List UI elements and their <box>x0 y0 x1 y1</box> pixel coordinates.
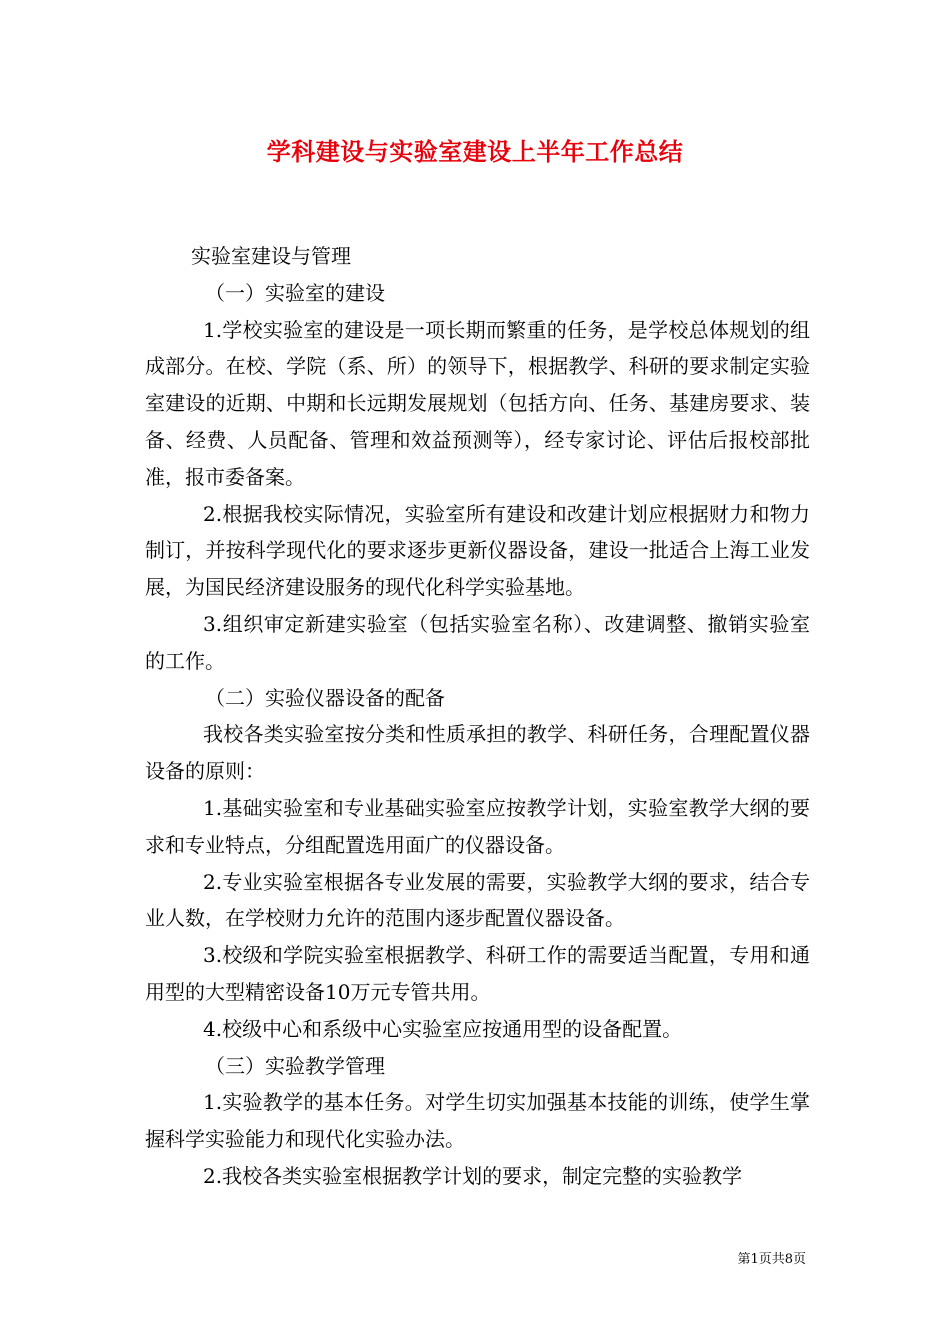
paragraph: 1.实验教学的基本任务。对学生切实加强基本技能的训练，使学生掌握科学实验能力和现代化实验办法。 <box>145 1090 810 1152</box>
paragraph: 2.专业实验室根据各专业发展的需要，实验教学大纲的要求，结合专业人数，在学校财力允许的范围内逐步配置仪器设备。 <box>145 869 810 931</box>
paragraph: 我校各类实验室按分类和性质承担的教学、科研任务，合理配置仪器设备的原则： <box>145 722 810 784</box>
subsection-heading: （二）实验仪器设备的配备 <box>205 685 445 710</box>
subsection-heading: （三）实验教学管理 <box>205 1053 385 1078</box>
paragraph: 1.学校实验室的建设是一项长期而繁重的任务，是学校总体规划的组成部分。在校、学院（系、所）的领导下，根据教学、科研的要求制定实验室建设的近期、中期和长远期发展规划（包括方向、任务、基建房要求、装备、经费、人员配备、管理和效益预测等），经专家讨论、评估后报校部批准，报市委备案。 <box>145 317 810 489</box>
section-heading: 实验室建设与管理 <box>191 244 351 268</box>
paragraph: 1.基础实验室和专业基础实验室应按教学计划，实验室教学大纲的要求和专业特点，分组配置选用面广的仪器设备。 <box>145 795 810 857</box>
subsection-heading: （一）实验室的建设 <box>205 280 385 305</box>
paragraph: 3.组织审定新建实验室（包括实验室名称）、改建调整、撤销实验室的工作。 <box>145 611 810 673</box>
document-body <box>145 238 810 1195</box>
page-number: 第1页共8页 <box>737 1252 806 1267</box>
paragraph: 2.我校各类实验室根据教学计划的要求，制定完整的实验教学 <box>203 1163 743 1188</box>
paragraph: 3.校级和学院实验室根据教学、科研工作的需要适当配置，专用和通用型的大型精密设备10万元专管共用。 <box>145 943 810 1004</box>
paragraph: 4.校级中心和系级中心实验室应按通用型的设备配置。 <box>203 1016 683 1041</box>
document-title: 学科建设与实验室建设上半年工作总结 <box>266 138 684 166</box>
paragraph: 2.根据我校实际情况，实验室所有建设和改建计划应根据财力和物力制订，并按科学现代化的要求逐步更新仪器设备，建设一批适合上海工业发展，为国民经济建设服务的现代化科学实验基地。 <box>145 501 810 600</box>
